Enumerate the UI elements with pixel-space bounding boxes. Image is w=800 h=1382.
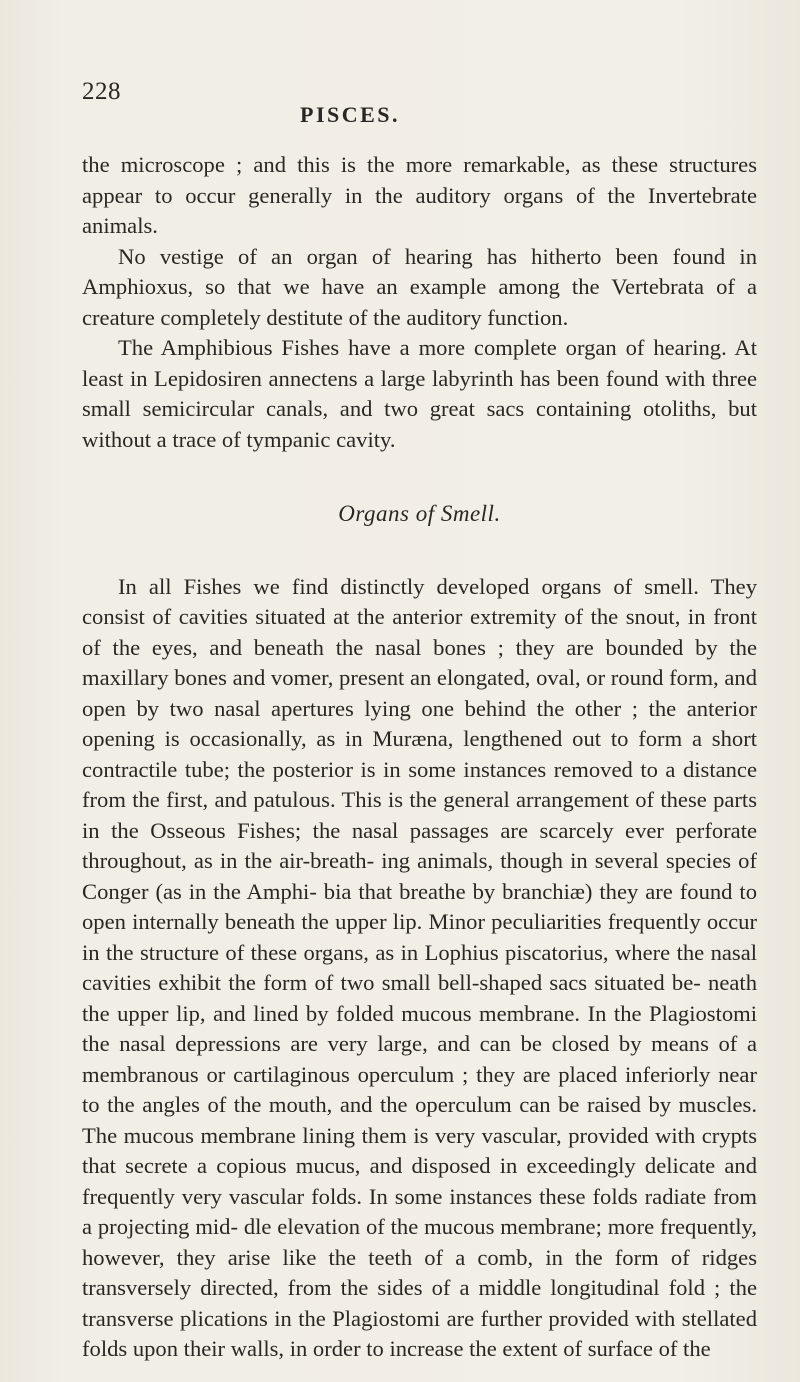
paragraph-continued: the microscope ; and this is the more remarkable, as these structures appear to occur generally in the auditory organs of the Invertebrate animals. (82, 152, 757, 238)
body-text (82, 150, 757, 1365)
paragraph-organs-of-smell: In all Fishes we find distinctly developed organs of smell. They consist of cavities situated at the anterior extremity of the snout, in front of the eyes, and beneath the nasal bones ; they are bounded by the maxillary bones and vomer, present an elongated, oval, or round form, and open by two nasal apertures lying one behind the other ; the anterior opening is occasionally, as in Muræna, lengthened out to form a short contractile tube; the posterior is in some instances removed to a distance from the first, and patulous. This is the general arrangement of these parts in the Osseous Fishes; the nasal passages are scarcely ever perforate throughout, as in the air-breath- ing animals, though in several species of Conger (as in the Amphi- bia that breathe by branchiæ) they are found to open internally beneath the upper lip. Minor peculiarities frequently occur in the structure of these organs, as in Lophius piscatorius, where the nasal cavities exhibit the form of two small bell-shaped sacs situated be- neath the upper lip, and lined by folded mucous membrane. In the Plagiostomi the nasal depressions are very large, and can be closed by means of a membranous or cartilaginous operculum ; they are placed inferiorly near to the angles of the mouth, and the operculum can be raised by muscles. The mucous membrane lining them is very vascular, provided with crypts that secrete a copious mucus, and disposed in exceedingly delicate and frequently very vascular folds. In some instances these folds radiate from a projecting mid- dle elevation of the mucous membrane; more frequently, however, they arise like the teeth of a comb, in the form of ridges transversely directed, from the sides of a middle longitudinal fold ; the transverse plications in the Plagiostomi are further provided with stellated folds upon their walls, in order to increase the extent of surface of the (82, 573, 757, 1361)
section-heading: Organs of Smell. (338, 501, 501, 526)
paragraph-amphibious-fishes: The Amphibious Fishes have a more complete organ of hearing. At least in Lepidosiren annectens a large labyrinth has been found with three small semicircular canals, and two great sacs containing otoliths, but without a trace of tympanic cavity. (82, 335, 757, 452)
page-number: 228 (82, 78, 121, 105)
page-header (82, 78, 722, 128)
paragraph-amphioxus: No vestige of an organ of hearing has hitherto been found in Amphioxus, so that we have an example among the Vertebrata of a creature completely destitute of the auditory function. (82, 243, 757, 330)
running-head: PISCES. (300, 102, 401, 127)
